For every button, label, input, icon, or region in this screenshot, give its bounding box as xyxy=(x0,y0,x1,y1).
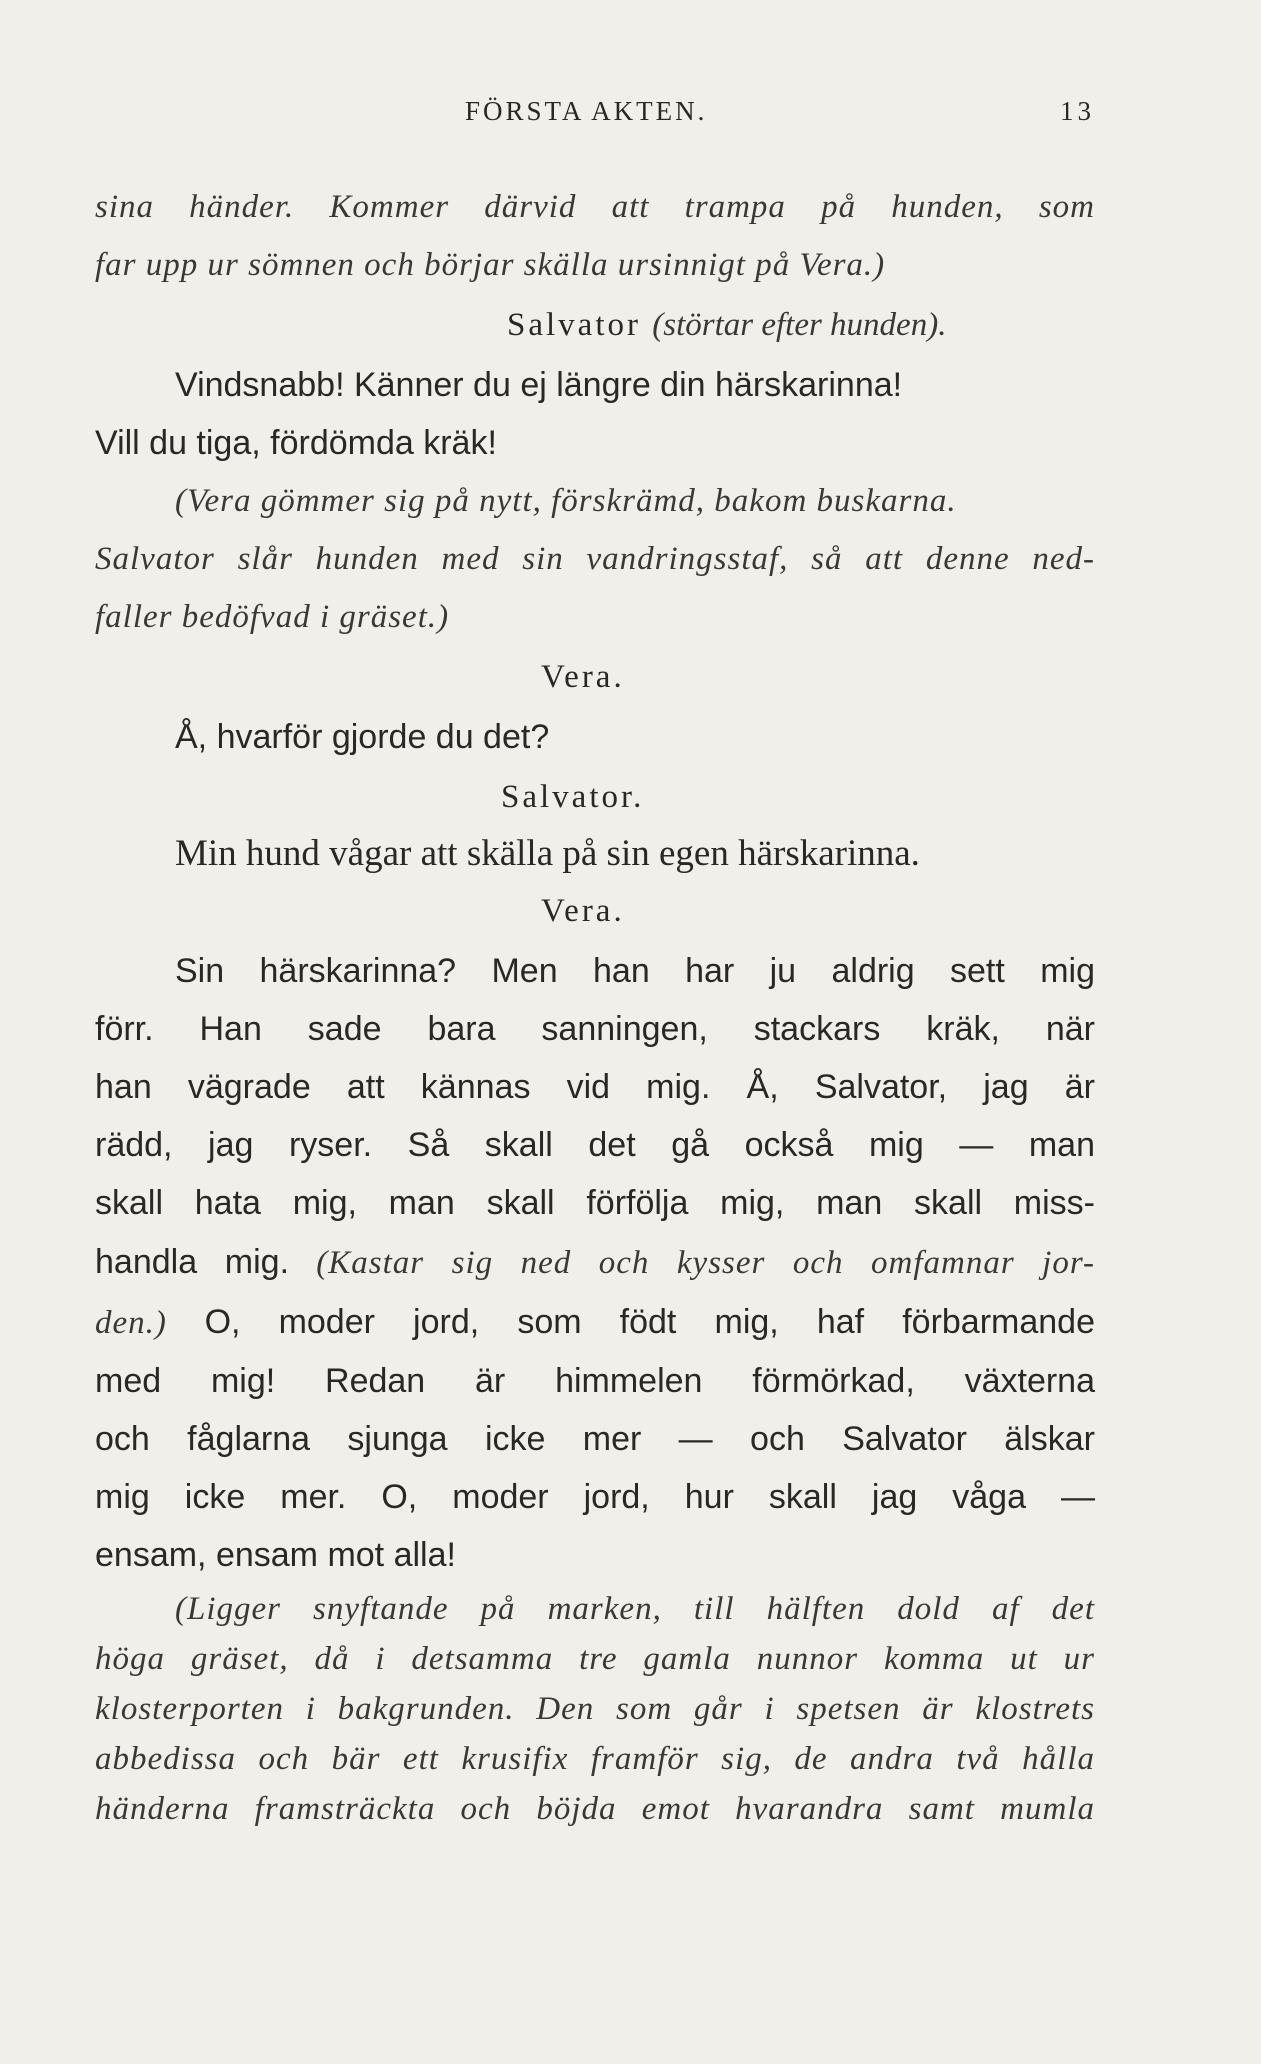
inline-stage-direction: (Kastar sig ned och kysser och omfamnar jor- xyxy=(316,1245,1096,1281)
text-line: förr. Han sade bara sanningen, stackars kräk, när xyxy=(95,1010,1095,1048)
text-line: (Vera gömmer sig på nytt, förskrämd, bakom buskarna. xyxy=(175,483,957,519)
text-fragment: O, moder jord, som födt mig, haf förbarmande xyxy=(204,1303,1095,1341)
text-line: med mig! Redan är himmelen förmörkad, växterna xyxy=(95,1362,1095,1400)
text-line: händerna framsträckta och böjda emot hvarandra samt mumla xyxy=(95,1791,1095,1827)
speaker-direction: (störtar efter hunden). xyxy=(652,307,947,343)
text-line: far upp ur sömnen och börjar skälla ursinnigt på Vera.) xyxy=(95,247,886,283)
stage-direction xyxy=(95,1584,1095,1834)
text-line: Salvator slår hunden med sin vandringsstaf, så att denne ned- xyxy=(95,541,1095,577)
text-line xyxy=(95,1232,1095,1292)
inline-stage-direction: den.) xyxy=(95,1305,167,1341)
text-line: och fåglarna sjunga icke mer — och Salvator älskar xyxy=(95,1420,1095,1458)
speaker-heading xyxy=(95,646,1095,708)
text-line: skall hata mig, man skall förfölja mig, man skall miss- xyxy=(95,1184,1095,1222)
text-line: (Ligger snyftande på marken, till hälften dold af det xyxy=(175,1591,1095,1627)
speech xyxy=(95,942,1095,1584)
speaker-heading xyxy=(95,880,1095,942)
running-header xyxy=(0,96,1261,136)
text-line: Vindsnabb! Känner du ej längre din härskarinna! xyxy=(175,366,903,404)
speech xyxy=(95,356,1095,472)
text-fragment: handla mig. xyxy=(95,1243,290,1281)
text-line xyxy=(95,1292,1095,1352)
text-line: abbedissa och bär ett krusifix framför sig, de andra två hålla xyxy=(95,1741,1095,1777)
running-title: FÖRSTA AKTEN. xyxy=(465,96,708,126)
page-body xyxy=(95,178,1095,1834)
speaker-heading xyxy=(95,294,1095,356)
text-line: Å, hvarför gjorde du det? xyxy=(175,718,550,756)
speaker-heading xyxy=(95,766,1095,828)
text-line: Sin härskarinna? Men han har ju aldrig sett mig xyxy=(175,952,1095,990)
text-line: faller bedöfvad i gräset.) xyxy=(95,599,450,635)
text-line: ensam, ensam mot alla! xyxy=(95,1536,456,1574)
speaker-name: Salvator xyxy=(507,307,641,343)
text-line: höga gräset, då i detsamma tre gamla nunnor komma ut ur xyxy=(95,1641,1095,1677)
text-line: klosterporten i bakgrunden. Den som går i spetsen är klostrets xyxy=(95,1691,1095,1727)
page-number: 13 xyxy=(1060,96,1095,126)
text-line: mig icke mer. O, moder jord, hur skall jag våga — xyxy=(95,1478,1095,1516)
text-line: rädd, jag ryser. Så skall det gå också mig — man xyxy=(95,1126,1095,1164)
stage-direction xyxy=(95,472,1095,646)
text-line: Vill du tiga, fördömda kräk! xyxy=(95,424,497,462)
text-line: han vägrade att kännas vid mig. Å, Salvator, jag är xyxy=(95,1068,1095,1106)
speaker-name: Vera. xyxy=(541,893,625,929)
speaker-name: Salvator. xyxy=(501,779,645,815)
speaker-name: Vera. xyxy=(541,659,625,695)
text-line: sina händer. Kommer därvid att trampa på hunden, som xyxy=(95,189,1095,225)
stage-direction xyxy=(95,178,1095,294)
text-line: Min hund vågar att skälla på sin egen härskarinna. xyxy=(175,833,920,874)
